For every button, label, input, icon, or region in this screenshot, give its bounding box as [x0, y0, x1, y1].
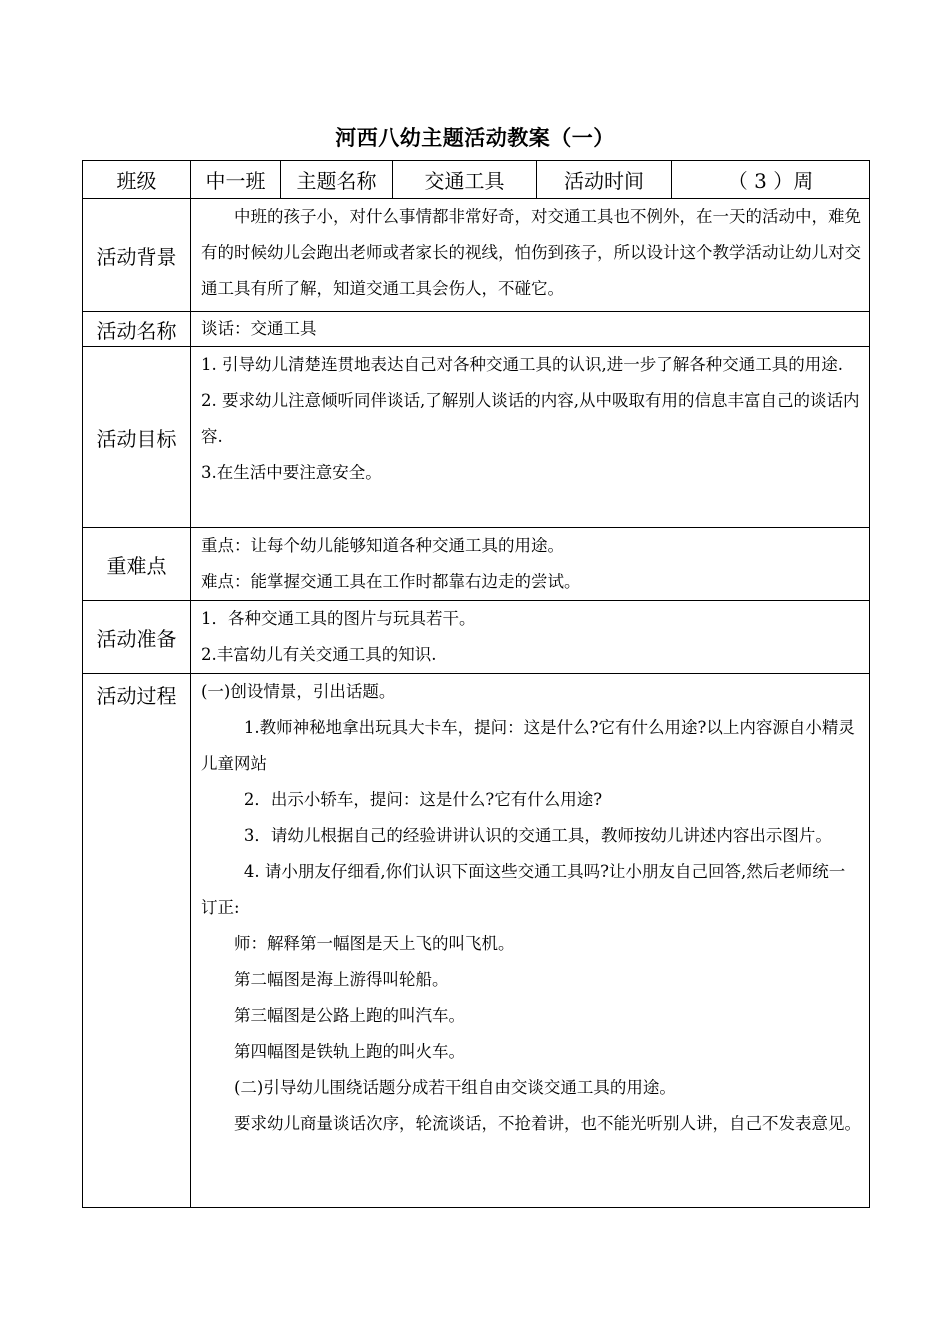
preparation-label: 活动准备	[83, 601, 191, 674]
goal-item: 1. 引导幼儿清楚连贯地表达自己对各种交通工具的认识,进一步了解各种交通工具的用途.	[201, 355, 843, 374]
class-label: 班级	[83, 161, 191, 199]
goal-item: 3.在生活中要注意安全。	[201, 463, 382, 482]
process-row	[83, 674, 870, 1208]
goal-item: 2. 要求幼儿注意倾听同伴谈话,了解别人谈话的内容,从中吸取有用的信息丰富自己的谈话内容.	[201, 391, 860, 446]
process-item: 第四幅图是铁轨上跑的叫火车。	[234, 1042, 465, 1061]
activity-name-label: 活动名称	[83, 312, 191, 347]
preparation-item: 1．各种交通工具的图片与玩具若干。	[201, 609, 476, 628]
class-value: 中一班	[191, 161, 281, 199]
theme-label: 主题名称	[281, 161, 393, 199]
key-point-item: 重点：让每个幼儿能够知道各种交通工具的用途。	[201, 536, 564, 555]
lesson-plan-table	[82, 160, 870, 1208]
activity-name-text: 谈话：交通工具	[201, 319, 317, 338]
activity-name-row	[83, 312, 870, 347]
activity-name-content	[191, 312, 870, 347]
process-item: 4. 请小朋友仔细看,你们认识下面这些交通工具吗?让小朋友自己回答,然后老师统一订正:	[201, 862, 846, 917]
key-points-label: 重难点	[83, 528, 191, 601]
header-row	[83, 161, 870, 199]
document-title: 河西八幼主题活动教案（一）	[335, 126, 615, 150]
key-points-content	[191, 528, 870, 601]
process-item: 3．请幼儿根据自己的经验讲讲认识的交通工具，教师按幼儿讲述内容出示图片。	[243, 826, 832, 845]
process-item: 1.教师神秘地拿出玩具大卡车，提问：这是什么?它有什么用途?以上内容源自小精灵儿童网站	[201, 718, 855, 773]
process-item: 第三幅图是公路上跑的叫汽车。	[234, 1006, 465, 1025]
preparation-row	[83, 601, 870, 674]
process-content	[191, 674, 870, 1208]
time-label: 活动时间	[537, 161, 672, 199]
background-text: 中班的孩子小，对什么事情都非常好奇，对交通工具也不例外，在一天的活动中，难免有的时候幼儿会跑出老师或者家长的视线，怕伤到孩子，所以设计这个教学活动让幼儿对交通工具有所了解，知道交通工具会伤人，不碰它。	[201, 207, 861, 298]
preparation-content	[191, 601, 870, 674]
background-row	[83, 199, 870, 312]
process-label: 活动过程	[83, 674, 191, 1208]
background-label: 活动背景	[83, 199, 191, 312]
background-content	[191, 199, 870, 312]
process-item: 2．出示小轿车，提问：这是什么?它有什么用途?	[243, 790, 603, 809]
key-point-item: 难点：能掌握交通工具在工作时都靠右边走的尝试。	[201, 572, 581, 591]
process-item: (一)创设情景，引出话题。	[201, 682, 396, 701]
theme-value: 交通工具	[393, 161, 537, 199]
goals-row	[83, 347, 870, 528]
process-item: 第二幅图是海上游得叫轮船。	[234, 970, 449, 989]
preparation-item: 2.丰富幼儿有关交通工具的知识.	[201, 645, 437, 664]
time-value: （ 3 ）周	[672, 161, 870, 199]
key-points-row	[83, 528, 870, 601]
process-item: 师：解释第一幅图是天上飞的叫飞机。	[234, 934, 515, 953]
goals-label: 活动目标	[83, 347, 191, 528]
process-item: (二)引导幼儿围绕话题分成若干组自由交谈交通工具的用途。	[234, 1078, 676, 1097]
process-item: 要求幼儿商量谈话次序，轮流谈话，不抢着讲，也不能光听别人讲，自己不发表意见。	[234, 1114, 861, 1133]
goals-content	[191, 347, 870, 528]
